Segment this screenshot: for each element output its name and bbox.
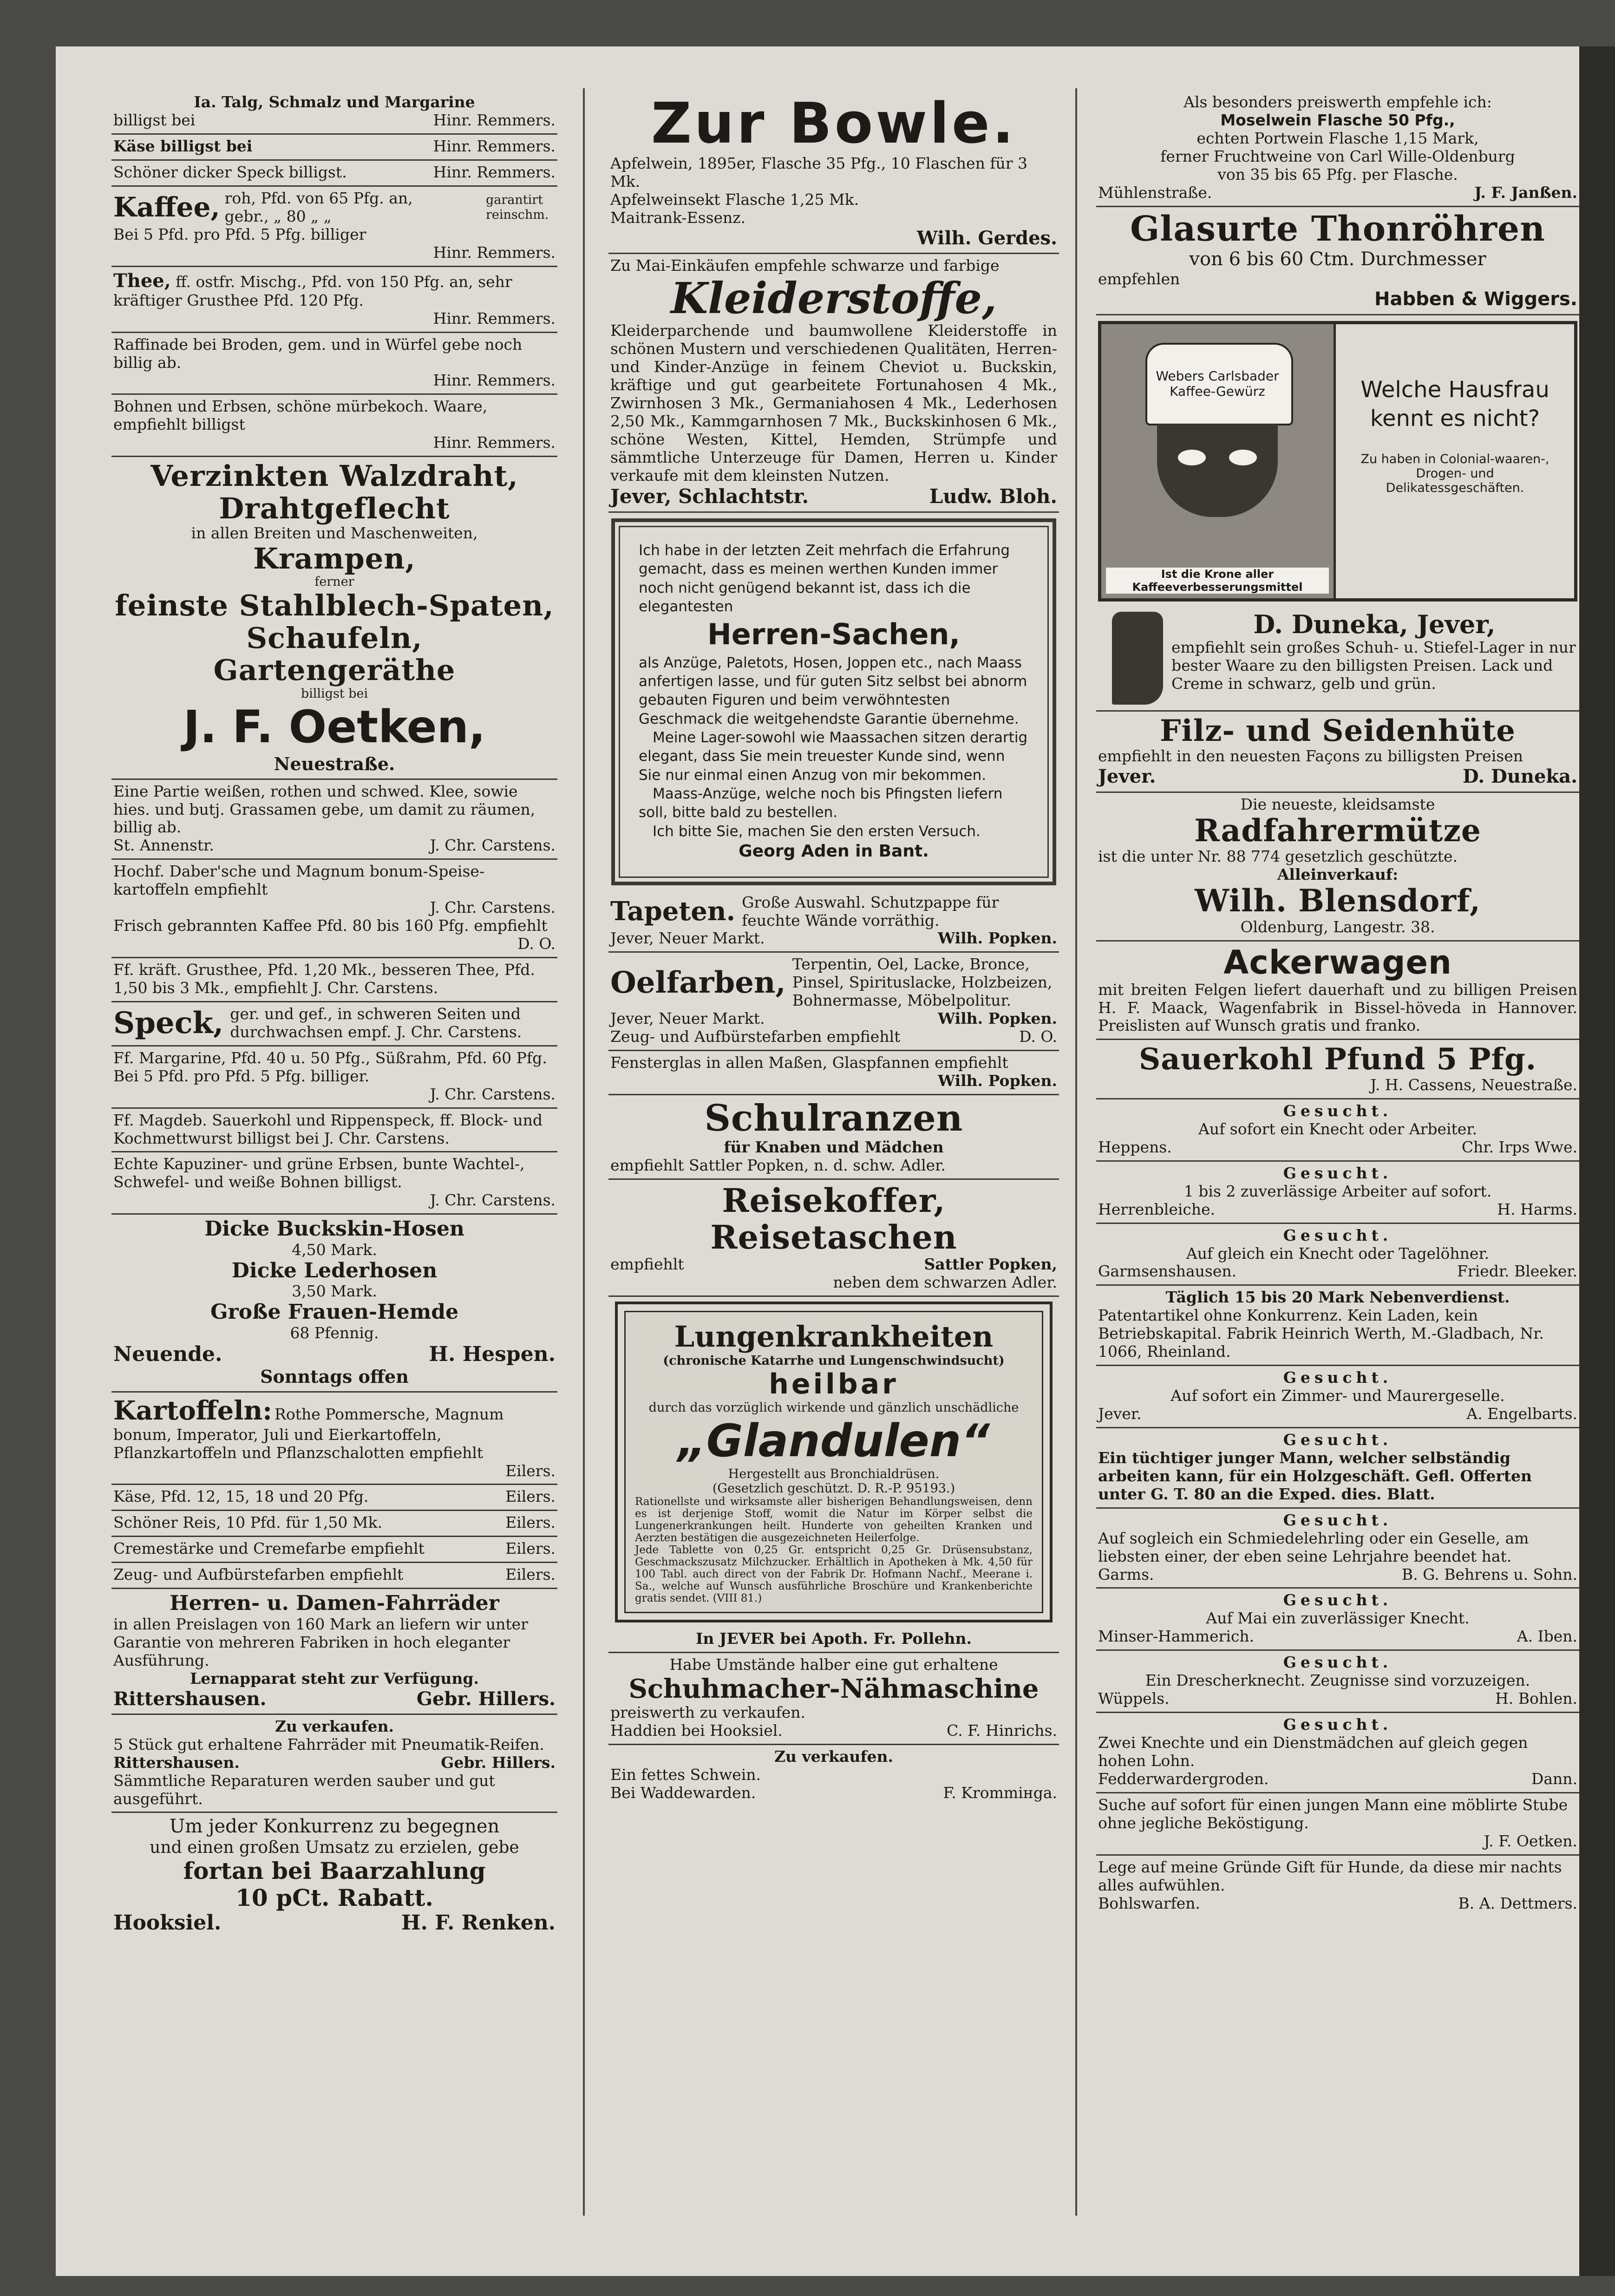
ad-text: Moselwein Flasche 50 Pfg., (1220, 111, 1455, 129)
ad-text: Habe Umstände halber eine gut erhaltene (669, 1655, 998, 1674)
ad-text: billigst bei (301, 686, 368, 701)
ad-heading: Reisekoffer, Reisetaschen (710, 1181, 957, 1256)
ad-text: Ff. Margarine, Pfd. 40 u. 50 Pfg., Süßrahm, Pfd. 60 Pfg. Bei 5 Pfd. pro Pfd. 5 Pfg. billiger. (113, 1048, 547, 1085)
ad-text: Käse billigst bei (113, 137, 253, 155)
ad-signature: Dann. (1531, 1769, 1577, 1788)
ad-gesucht-harms (1096, 1162, 1579, 1224)
ad-kaffee-gewuerz (1098, 321, 1577, 602)
ad-heading: Kartoffeln: (113, 1395, 272, 1426)
ad-text: Große Auswahl. Schutzpappe für feuchte Wände vorräthig. (742, 893, 999, 929)
ad-text: (Gesetzlich geschützt. D. R.-P. 95193.) (712, 1481, 955, 1496)
boot-icon (1112, 612, 1163, 705)
ad-heading: heilbar (769, 1367, 899, 1400)
ad-brand-name: „Glandulen“ (678, 1414, 990, 1467)
ad-text: Schöner Reis, 10 Pfd. für 1,50 Mk. (113, 1513, 383, 1532)
ad-signature: Hinr. Remmers. (433, 163, 556, 181)
ad-signature: Eilers. (505, 1461, 556, 1480)
ad-heading: Herren-Sachen, (707, 617, 961, 652)
ad-heading: Glasurte Thonröhren (1130, 209, 1545, 249)
ad-heading: Drahtgeflecht (219, 491, 450, 525)
ad-text: ferner Fruchtweine von Carl Wille-Oldenburg (1160, 147, 1515, 165)
ad-address: Rittershausen. (113, 1688, 267, 1710)
ad-text: empfiehlt Sattler Popken, n. d. schw. Adler. (610, 1156, 946, 1175)
ad-heading: Speck, (113, 1006, 224, 1041)
ad-signature: C. F. Hinrichs. (947, 1721, 1057, 1740)
ad-signature: Eilers. (505, 1513, 556, 1532)
ad-heading: feinste Stahlblech-Spaten, (115, 589, 554, 623)
ad-grusthee (111, 958, 557, 1002)
ad-text: ff. ostfr. Mischg., Pfd. von 150 Pfg. an, sehr kräftiger Grusthee Pfd. 120 Pfg. (113, 272, 512, 309)
ad-text: Ein tüchtiger junger Mann, welcher selbständig arbeiten kann, für ein Holzgeschäft. Gefl. Offerten unter G. T. 80 an die Exped. dies. Blatt. (1098, 1448, 1532, 1503)
ad-text: (chronische Katarrhe und Lungenschwindsucht) (663, 1353, 1005, 1368)
ad-address: Garmsenshausen. (1098, 1262, 1237, 1281)
ad-signature: Eilers. (505, 1539, 556, 1558)
ad-speck-carstens (111, 1002, 557, 1047)
ad-oelfarben (608, 953, 1059, 1051)
ad-text: Meine Lager-sowohl wie Maassachen sitzen derartig elegant, dass Sie mein treuester Kunde sind, wenn Sie nur einmal einen Anzug von mir bekommen. (639, 729, 1028, 784)
ad-klee (111, 780, 557, 860)
ad-naehmaschine (608, 1653, 1059, 1745)
ad-heading: Gartengeräthe (213, 653, 456, 687)
crown-lady-illustration (1101, 324, 1336, 598)
ad-glandulen (624, 1311, 1043, 1613)
ad-thee (111, 267, 557, 333)
ad-speck-remmers (111, 161, 557, 187)
ad-gesucht-irps (1096, 1099, 1579, 1162)
ad-address: Neuestraße. (274, 753, 395, 774)
ad-signature: Hinr. Remmers. (433, 371, 556, 390)
ad-heading: Herren- u. Damen-Fahrräder (170, 1591, 499, 1616)
ad-text: empfiehlt in den neuesten Façons zu billigsten Preisen (1098, 747, 1523, 765)
ad-heading: Gesucht. (1283, 1226, 1393, 1244)
ad-bohnen (111, 395, 557, 457)
ad-heading: Thee, (113, 269, 171, 292)
ad-signature: J. F. Oetken. (1484, 1832, 1577, 1850)
ad-heading: Gesucht. (1283, 1430, 1393, 1449)
ad-reisekoffer (608, 1180, 1059, 1297)
ad-address: Oldenburg, Langestr. 38. (1240, 918, 1435, 936)
ad-text: Rationellste und wirksamste aller bisherigen Behandlungsweisen, denn es ist derjenige Stoff, womit die Natur im Körper selbst die Lungenerkrankungen heilt. Hunderte von geheilten Kranken und Aerzten bestätigen die ausgezeichneten Heilerfolge. (635, 1495, 1033, 1544)
ad-sauerkohl-cassens (1096, 1040, 1579, 1099)
ad-heading: Lungenkrankheiten (674, 1319, 994, 1354)
ad-raffinade (111, 333, 557, 395)
ad-merchant-name: J. F. Oetken, (183, 701, 486, 753)
ad-heading: Tapeten. (610, 896, 736, 927)
ad-signature: J. H. Cassens, Neuestraße. (1370, 1076, 1577, 1094)
ad-kaese (111, 135, 557, 161)
ad-sauerkohl-carstens (111, 1109, 557, 1153)
ad-text: Raffinade bei Broden, gem. und in Würfel gebe noch billig ab. (113, 335, 523, 372)
ad-text: gebr., „ 80 „ „ (224, 207, 332, 225)
ad-text: Hergestellt aus Bronchialdrüsen. (728, 1466, 940, 1481)
ad-merchant-name: Wilh. Blensdorf, (1195, 883, 1481, 919)
ad-text: Zeug- und Aufbürstefarben empfiehlt (610, 1027, 901, 1046)
ad-fensterglas (608, 1051, 1059, 1095)
ad-address: Bei Waddewarden. (610, 1783, 756, 1802)
ad-text: Ff. kräft. Grusthee, Pfd. 1,20 Mk., besseren Thee, Pfd. 1,50 bis 3 Mk., empfiehlt J. Chr. Carstens. (113, 961, 535, 997)
ad-gesucht-bleeker (1096, 1224, 1579, 1286)
ad-heading: Gesucht. (1283, 1368, 1393, 1387)
ad-text: Kleiderparchende und baumwollene Kleiderstoffe in schönen Mustern und verschiedenen Qualitäten, Herren- und Kinder-Anzüge in feinem Cheviot u. Buckskin, kräftige und gut gearbeitete Fortunahosen 4 Mk., Zwirnhosen 3 Mk., Germaniahosen 4 Mk., Lederhosen 2,50 Mk., Kammgarnhosen 7 Mk., Buckskinhosen 6 Mk., schöne Westen, Kittel, Hemden, Strümpfe und sämmtliche Unterzeuge für Damen, Herren u. Kinder verkaufe mit dem kleinsten Nutzen. (610, 321, 1057, 484)
face-icon (1157, 424, 1278, 517)
ad-text: Auf sogleich ein Schmiedelehrling oder ein Geselle, am liebsten einer, der eben seine Lehrjahre beendet hat. (1098, 1529, 1529, 1565)
ad-text: Als besonders preiswerth empfehle ich: (1183, 93, 1492, 111)
column-right (1096, 91, 1579, 2213)
ad-hespen (111, 1215, 557, 1392)
ad-text: empfiehlt sein großes Schuh- u. Stiefel-Lager in nur bester Waare zu den billigsten Preisen. Lack und Creme in schwarz, gelb und grün. (1171, 638, 1576, 693)
column-left (111, 91, 557, 2213)
ad-signature: A. Engelbarts. (1466, 1405, 1577, 1423)
ad-heading: Gesucht. (1283, 1715, 1393, 1734)
ad-heading: fortan bei Baarzahlung (183, 1857, 486, 1885)
ad-address: Neuende. (113, 1342, 222, 1366)
ad-gesucht-dann (1096, 1713, 1579, 1793)
ad-text: Maass-Anzüge, welche noch bis Pfingsten liefern soll, bitte bald zu bestellen. (639, 785, 1003, 821)
ad-margarine (111, 1047, 557, 1109)
ad-aden-frame (611, 518, 1056, 885)
ad-talg (111, 91, 557, 135)
ad-text: 5 Stück gut erhaltene Fahrräder mit Pneumatik-Reifen. (113, 1735, 544, 1753)
ad-ackerwagen (1096, 942, 1579, 1040)
ad-text: Auf sofort ein Knecht oder Arbeiter. (1198, 1119, 1477, 1138)
ad-text: Zeug- und Aufbürstefarben empfiehlt (113, 1565, 404, 1584)
ad-gift-dettmers (1096, 1856, 1579, 1917)
ad-address: Jever, Schlachtstr. (610, 484, 809, 508)
ad-signature: Wilh. Gerdes. (916, 227, 1057, 249)
ad-heading: Zu verkaufen. (774, 1747, 894, 1766)
ad-text: Um jeder Konkurrenz zu begegnen (169, 1816, 500, 1838)
ad-price: 68 Pfennig. (290, 1323, 379, 1342)
ad-signature: Wilh. Popken. (938, 1009, 1057, 1028)
ad-signature: A. Iben. (1517, 1627, 1577, 1646)
ad-gesucht-iben (1096, 1589, 1579, 1651)
ad-text: roh, Pfd. von 65 Pfg. an, (224, 189, 413, 207)
ad-text: und einen großen Umsatz zu erzielen, gebe (150, 1838, 519, 1857)
ad-text: Lege auf meine Gründe Gift für Hunde, da diese mir nachts alles aufwühlen. (1098, 1858, 1562, 1894)
ad-text: billigst bei (113, 111, 196, 129)
ad-kleiderstoffe (608, 254, 1059, 513)
ad-text: ist die unter Nr. 88 774 gesetzlich geschützte. (1098, 847, 1458, 866)
ad-signature: D. O. (517, 935, 556, 953)
ad-signature: B. G. Behrens u. Sohn. (1401, 1565, 1577, 1583)
ad-cremestaerke (111, 1537, 557, 1563)
ad-heading: Ackerwagen (1223, 943, 1452, 982)
ad-address: Jever. (1098, 1405, 1142, 1423)
ad-signature: Hinr. Remmers. (433, 137, 556, 155)
ad-renken (111, 1813, 557, 1939)
ad-text: Käse, Pfd. 12, 15, 18 und 20 Pfg. (113, 1487, 369, 1506)
ad-signature: Habben & Wiggers. (1374, 288, 1577, 310)
ad-pollehn (608, 1627, 1059, 1653)
ad-zu-verkaufen-fahrraeder (111, 1715, 557, 1813)
ad-signature: Hinr. Remmers. (433, 243, 556, 262)
ad-heading: Gesucht. (1283, 1164, 1393, 1182)
ad-signature: F. Krommінga. (943, 1783, 1057, 1802)
ad-text: Bohnen und Erbsen, schöne mürbekoch. Waare, empfiehlt billigst (113, 397, 488, 434)
ad-text: Ein Drescherknecht. Zeugnisse sind vorzuzeigen. (1145, 1671, 1530, 1690)
ad-text: in allen Preislagen von 160 Mark an liefern wir unter Garantie von mehreren Fabriken in hoch eleganter Ausführung. (113, 1615, 528, 1669)
ad-text: Patentartikel ohne Konkurrenz. Kein Laden, kein Betriebskapital. Fabrik Heinrich Werth, M.-Gladbach, Nr. 1066, Rheinland. (1098, 1306, 1544, 1361)
ad-heading: Dicke Buckskin-Hosen (204, 1217, 464, 1241)
ad-signature: Ludw. Bloh. (929, 484, 1057, 508)
ad-text: in allen Breiten und Maschenweiten, (191, 524, 478, 543)
ad-signature: Hinr. Remmers. (433, 111, 556, 129)
ad-text: Auf gleich ein Knecht oder Tagelöhner. (1186, 1244, 1490, 1262)
ad-text: von 35 bis 65 Pfg. per Flasche. (1217, 165, 1458, 183)
crown-slogan: Ist die Krone aller (1161, 567, 1274, 581)
ad-price: 3,50 Mark. (292, 1282, 377, 1301)
ad-heading: Schulranzen (704, 1097, 963, 1139)
ad-address: Jever, Neuer Markt. (610, 1009, 765, 1028)
ad-text: Schöner dicker Speck billigst. (113, 163, 347, 181)
ad-text: von 6 bis 60 Ctm. Durchmesser (1189, 248, 1486, 270)
ad-heading: Gesucht. (1283, 1591, 1393, 1609)
ad-gesucht-behrens (1096, 1509, 1579, 1589)
ad-text: Hochf. Daber'sche und Magnum bonum-Speise-kartoffeln empfiehlt (113, 862, 485, 899)
page-edge-shadow (1579, 46, 1615, 2276)
crown-label: Webers Carlsbader (1156, 368, 1279, 384)
column-middle (608, 91, 1059, 2213)
ad-nebenverdienst (1096, 1286, 1579, 1366)
ad-heading: Gesucht. (1283, 1511, 1393, 1529)
ad-text: Ich habe in der letzten Zeit mehrfach die Erfahrung gemacht, dass es meinen werthen Kunden immer noch nicht genügend bekannt ist, dass ich die elegantesten (639, 542, 1010, 615)
ad-address: neben dem schwarzen Adler. (833, 1273, 1057, 1291)
ad-address: Heppens. (1098, 1138, 1172, 1156)
ad-heading: Zu verkaufen. (275, 1717, 394, 1735)
ad-text: Echte Kapuziner- und grüne Erbsen, bunte Wachtel-, Schwefel- und weiße Bohnen billigst. (113, 1155, 525, 1191)
ad-address: Jever. (1098, 765, 1156, 788)
ad-signature: Chr. Irps Wwe. (1461, 1138, 1577, 1156)
ad-note: Lernapparat steht zur Verfügung. (190, 1669, 479, 1688)
ad-heading: Große Frauen-Hemde (210, 1300, 459, 1324)
ad-heading: Verzinkten Walzdraht, (150, 459, 518, 493)
column-rule-right (1075, 88, 1077, 2216)
ad-text: Maitrank-Essenz. (610, 208, 746, 227)
ad-text: empfiehlt (610, 1255, 684, 1273)
ad-tapeten (608, 891, 1059, 953)
eye-icon (1178, 450, 1206, 465)
ad-heading: 10 pCt. Rabatt. (235, 1884, 433, 1911)
ad-signature: Hinr. Remmers. (433, 433, 556, 452)
ad-filzhuete (1096, 712, 1579, 793)
ad-text: Suche auf sofort für einen jungen Mann eine möblirte Stube ohne jegliche Beköstigung. (1098, 1795, 1568, 1832)
ad-signature: Wilh. Popken. (938, 929, 1057, 948)
ad-text: Ein fettes Schwein. (610, 1765, 761, 1784)
ad-note: garantirt reinschm. (486, 192, 549, 222)
ad-signature: J. Chr. Carstens. (430, 836, 556, 855)
ad-heading: D. Duneka, Jever, (1253, 609, 1496, 639)
ad-signature: H. Harms. (1497, 1200, 1577, 1218)
ad-text: preiswerth zu verkaufen. (610, 1703, 805, 1722)
ad-text: Auf sofort ein Zimmer- und Maurergeselle. (1170, 1387, 1505, 1405)
ad-heading: Gesucht. (1283, 1101, 1393, 1120)
ad-signature: D. O. (1019, 1027, 1057, 1046)
ad-signature: H. Hespen. (429, 1342, 556, 1366)
ad-signature: H. Bohlen. (1495, 1689, 1577, 1708)
ad-heading: Sauerkohl Pfund 5 Pfg. (1138, 1042, 1537, 1077)
ad-signature: Gebr. Hillers. (441, 1753, 556, 1772)
ad-text: Zwei Knechte und ein Dienstmädchen auf gleich gegen hohen Lohn. (1098, 1733, 1528, 1770)
ad-text: mit breiten Felgen liefert dauerhaft und zu billigen Preisen H. F. Maack, Wagenfabrik in Bissel-höveda in Hannover. Preislisten auf Wunsch gratis und franko. (1098, 980, 1577, 1035)
ad-signature: B. A. Dettmers. (1458, 1894, 1577, 1912)
ad-address: Haddien bei Hooksiel. (610, 1721, 783, 1740)
ad-signature: Eilers. (505, 1565, 556, 1584)
ad-address: Jever, Neuer Markt. (610, 929, 765, 948)
ad-text: Eine Partie weißen, rothen und schwed. Klee, sowie hies. und butj. Grassamen gebe, um damit zu räumen, billig ab. (113, 782, 536, 837)
ad-text: Jede Tablette von 0,25 Gr. entspricht 0,25 Gr. Drüsensubstanz, Geschmackszusatz Milchzucker. Erhältlich in Apotheken à Mk. 4,50 für 100 Tabl. auch direct von der Fabrik Dr. Hofmann Nachf., Meerane i. Sa., welche auf Wunsch ausführliche Broschüre und Krankenberichte gratis sendet. (VIII 81.) (635, 1544, 1033, 1604)
eye-icon (1229, 450, 1257, 465)
ad-aden (619, 526, 1049, 878)
ad-speisekartoffeln (111, 860, 557, 958)
ad-radfahrermuetze (1096, 793, 1579, 942)
ad-address: Wüppels. (1098, 1689, 1170, 1708)
ad-signature: Eilers. (505, 1487, 556, 1506)
ad-heading: Täglich 15 bis 20 Mark Nebenverdienst. (1165, 1288, 1510, 1307)
ad-text: Ff. Magdeb. Sauerkohl und Rippenspeck, ff. Block- und Kochmettwurst billigst bei J. Chr. Carstens. (113, 1111, 543, 1147)
ad-text: In JEVER bei Apoth. Fr. Pollehn. (695, 1629, 972, 1648)
ad-text: Apfelweinsekt Flasche 1,25 Mk. (610, 190, 859, 209)
ad-text: Alleinverkauf: (1277, 865, 1399, 884)
ad-heading: Gesucht. (1283, 1653, 1393, 1672)
ad-text: ger. und gef., in schweren Seiten und durchwachsen empf. J. Chr. Carstens. (230, 1004, 522, 1041)
ad-signature: J. Chr. Carstens. (430, 1085, 556, 1103)
ad-signature: J. F. Janßen. (1474, 183, 1577, 202)
ad-heading: Filz- und Seidenhüte (1160, 713, 1516, 748)
ad-oetken-draht (111, 457, 557, 779)
ad-text: Ich bitte Sie, machen Sie den ersten Versuch. (653, 823, 981, 840)
crown-slogan: Kaffeeverbesserungsmittel (1132, 580, 1303, 594)
ad-heading: Welche Hausfrau kennt es nicht? (1360, 376, 1550, 432)
ad-text: Zu haben in Colonial-waaren-, Drogen- und Delikatessgeschäften. (1360, 451, 1550, 495)
ad-heading: Kleiderstoffe, (670, 273, 997, 323)
ad-text: Cremestärke und Cremefarbe empfiehlt (113, 1539, 425, 1558)
ad-gesucht-engelbarts (1096, 1366, 1579, 1428)
ad-schwein (608, 1745, 1059, 1806)
ad-text: Die neueste, kleidsamste (1240, 795, 1435, 813)
ad-text: empfehlen (1098, 269, 1180, 288)
crown-label: Kaffee-Gewürz (1170, 383, 1265, 399)
ad-note: Sonntags offen (260, 1366, 409, 1387)
ad-signature: J. Chr. Carstens. (430, 898, 556, 917)
ad-address: Garms. (1098, 1565, 1154, 1583)
ad-heading: Oelfarben, (610, 965, 786, 1001)
ad-text: durch das vorzüglich wirkende und gänzlich unschädliche (648, 1400, 1019, 1415)
ad-signature: Hinr. Remmers. (433, 309, 556, 327)
ad-heading: Schaufeln, (246, 621, 423, 655)
ad-text: echten Portwein Flasche 1,15 Mark, (1197, 129, 1479, 147)
ad-heading: Ia. Talg, Schmalz und Margarine (194, 93, 475, 111)
ad-signature: Friedr. Bleeker. (1457, 1262, 1577, 1281)
ad-text: Auf Mai ein zuverlässiger Knecht. (1206, 1609, 1470, 1628)
ad-text: Rothe Pommersche, Magnum bonum, Imperator, Juli und Eierkartoffeln, Pflanzkartoffeln und Pflanzschalotten empfiehlt (113, 1405, 504, 1462)
ad-stube-oetken (1096, 1793, 1579, 1856)
ad-address: Herrenbleiche. (1098, 1200, 1216, 1218)
ad-address: Minser-Hammerich. (1098, 1627, 1255, 1646)
ad-thonroehren (1096, 207, 1579, 315)
ad-heading: Schuhmacher-Nähmaschine (628, 1673, 1039, 1704)
ad-kartoffeln-eilers (111, 1393, 557, 1485)
ad-zeugfarben-eilers (111, 1563, 557, 1589)
ad-wein-janssen (1096, 91, 1579, 207)
ad-kaffee (111, 187, 557, 267)
ad-text: Apfelwein, 1895er, Flasche 35 Pfg., 10 Flaschen für 3 Mk. (610, 154, 1028, 190)
ad-text: Sämmtliche Reparaturen werden sauber und gut ausgeführt. (113, 1771, 495, 1808)
ad-text: Fensterglas in allen Maßen, Glaspfannen empfiehlt (610, 1053, 1008, 1072)
ad-text: Bei 5 Pfd. pro Pfd. 5 Pfg. billiger (113, 225, 366, 243)
ad-address: Fedderwardergroden. (1098, 1769, 1269, 1788)
ad-signature: H. F. Renken. (401, 1911, 556, 1935)
ad-text: Terpentin, Oel, Lacke, Bronce, Pinsel, Spirituslacke, Holzbeizen, Bohnermasse, Möbelpolitur. (792, 955, 1053, 1010)
ad-heading: Dicke Lederhosen (231, 1258, 438, 1282)
ad-heading: Radfahrermütze (1194, 812, 1481, 849)
ad-signature: Sattler Popken, (924, 1255, 1057, 1273)
ad-address: Hooksiel. (113, 1911, 222, 1935)
ad-bowle (608, 91, 1059, 254)
ad-text: Frisch gebrannten Kaffee Pfd. 80 bis 160 Pfg. empfiehlt (113, 916, 548, 935)
ad-text: für Knaben und Mädchen (724, 1138, 944, 1157)
ad-heading: Kaffee, (113, 191, 220, 223)
ad-duneka-schuhe (1096, 607, 1579, 712)
ad-signature: Georg Aden in Bant. (739, 841, 929, 861)
ad-heading: Zur Bowle. (651, 92, 1017, 156)
ad-text: Zu Mai-Einkäufen empfehle schwarze und farbige (610, 256, 1000, 275)
column-rule-left (583, 88, 585, 2216)
ad-price: 4,50 Mark. (292, 1240, 377, 1259)
ad-address: Bohlswarfen. (1098, 1894, 1201, 1912)
ad-text: 1 bis 2 zuverlässige Arbeiter auf sofort. (1183, 1182, 1492, 1200)
ad-fahrraeder (111, 1589, 557, 1715)
ad-glandulen-frame (615, 1302, 1053, 1622)
ad-text: als Anzüge, Paletots, Hosen, Joppen etc., nach Maass anfertigen lasse, und für guten Sitz selbst bei abnorm gebauten Figuren und beim verwöhntesten Geschmack die weitgehendste Garantie übernehme. (639, 654, 1027, 727)
ad-reis (111, 1511, 557, 1537)
ad-signature: D. Duneka. (1463, 765, 1577, 788)
ad-text: ferner (314, 575, 354, 589)
ad-kaese-eilers (111, 1485, 557, 1511)
ad-gesucht-bohlen (1096, 1651, 1579, 1713)
ad-signature: Gebr. Hillers. (416, 1688, 556, 1710)
ad-erbsen (111, 1152, 557, 1215)
ad-gesucht-holzgeschaeft (1096, 1428, 1579, 1509)
ad-signature: Wilh. Popken. (938, 1072, 1057, 1090)
ad-signature: J. Chr. Carstens. (430, 1191, 556, 1210)
ad-address: St. Annenstr. (113, 836, 214, 855)
ad-heading: Krampen, (253, 542, 416, 576)
ad-address: Rittershausen. (113, 1753, 240, 1772)
ad-schulranzen (608, 1095, 1059, 1180)
ad-address: Mühlenstraße. (1098, 183, 1212, 202)
